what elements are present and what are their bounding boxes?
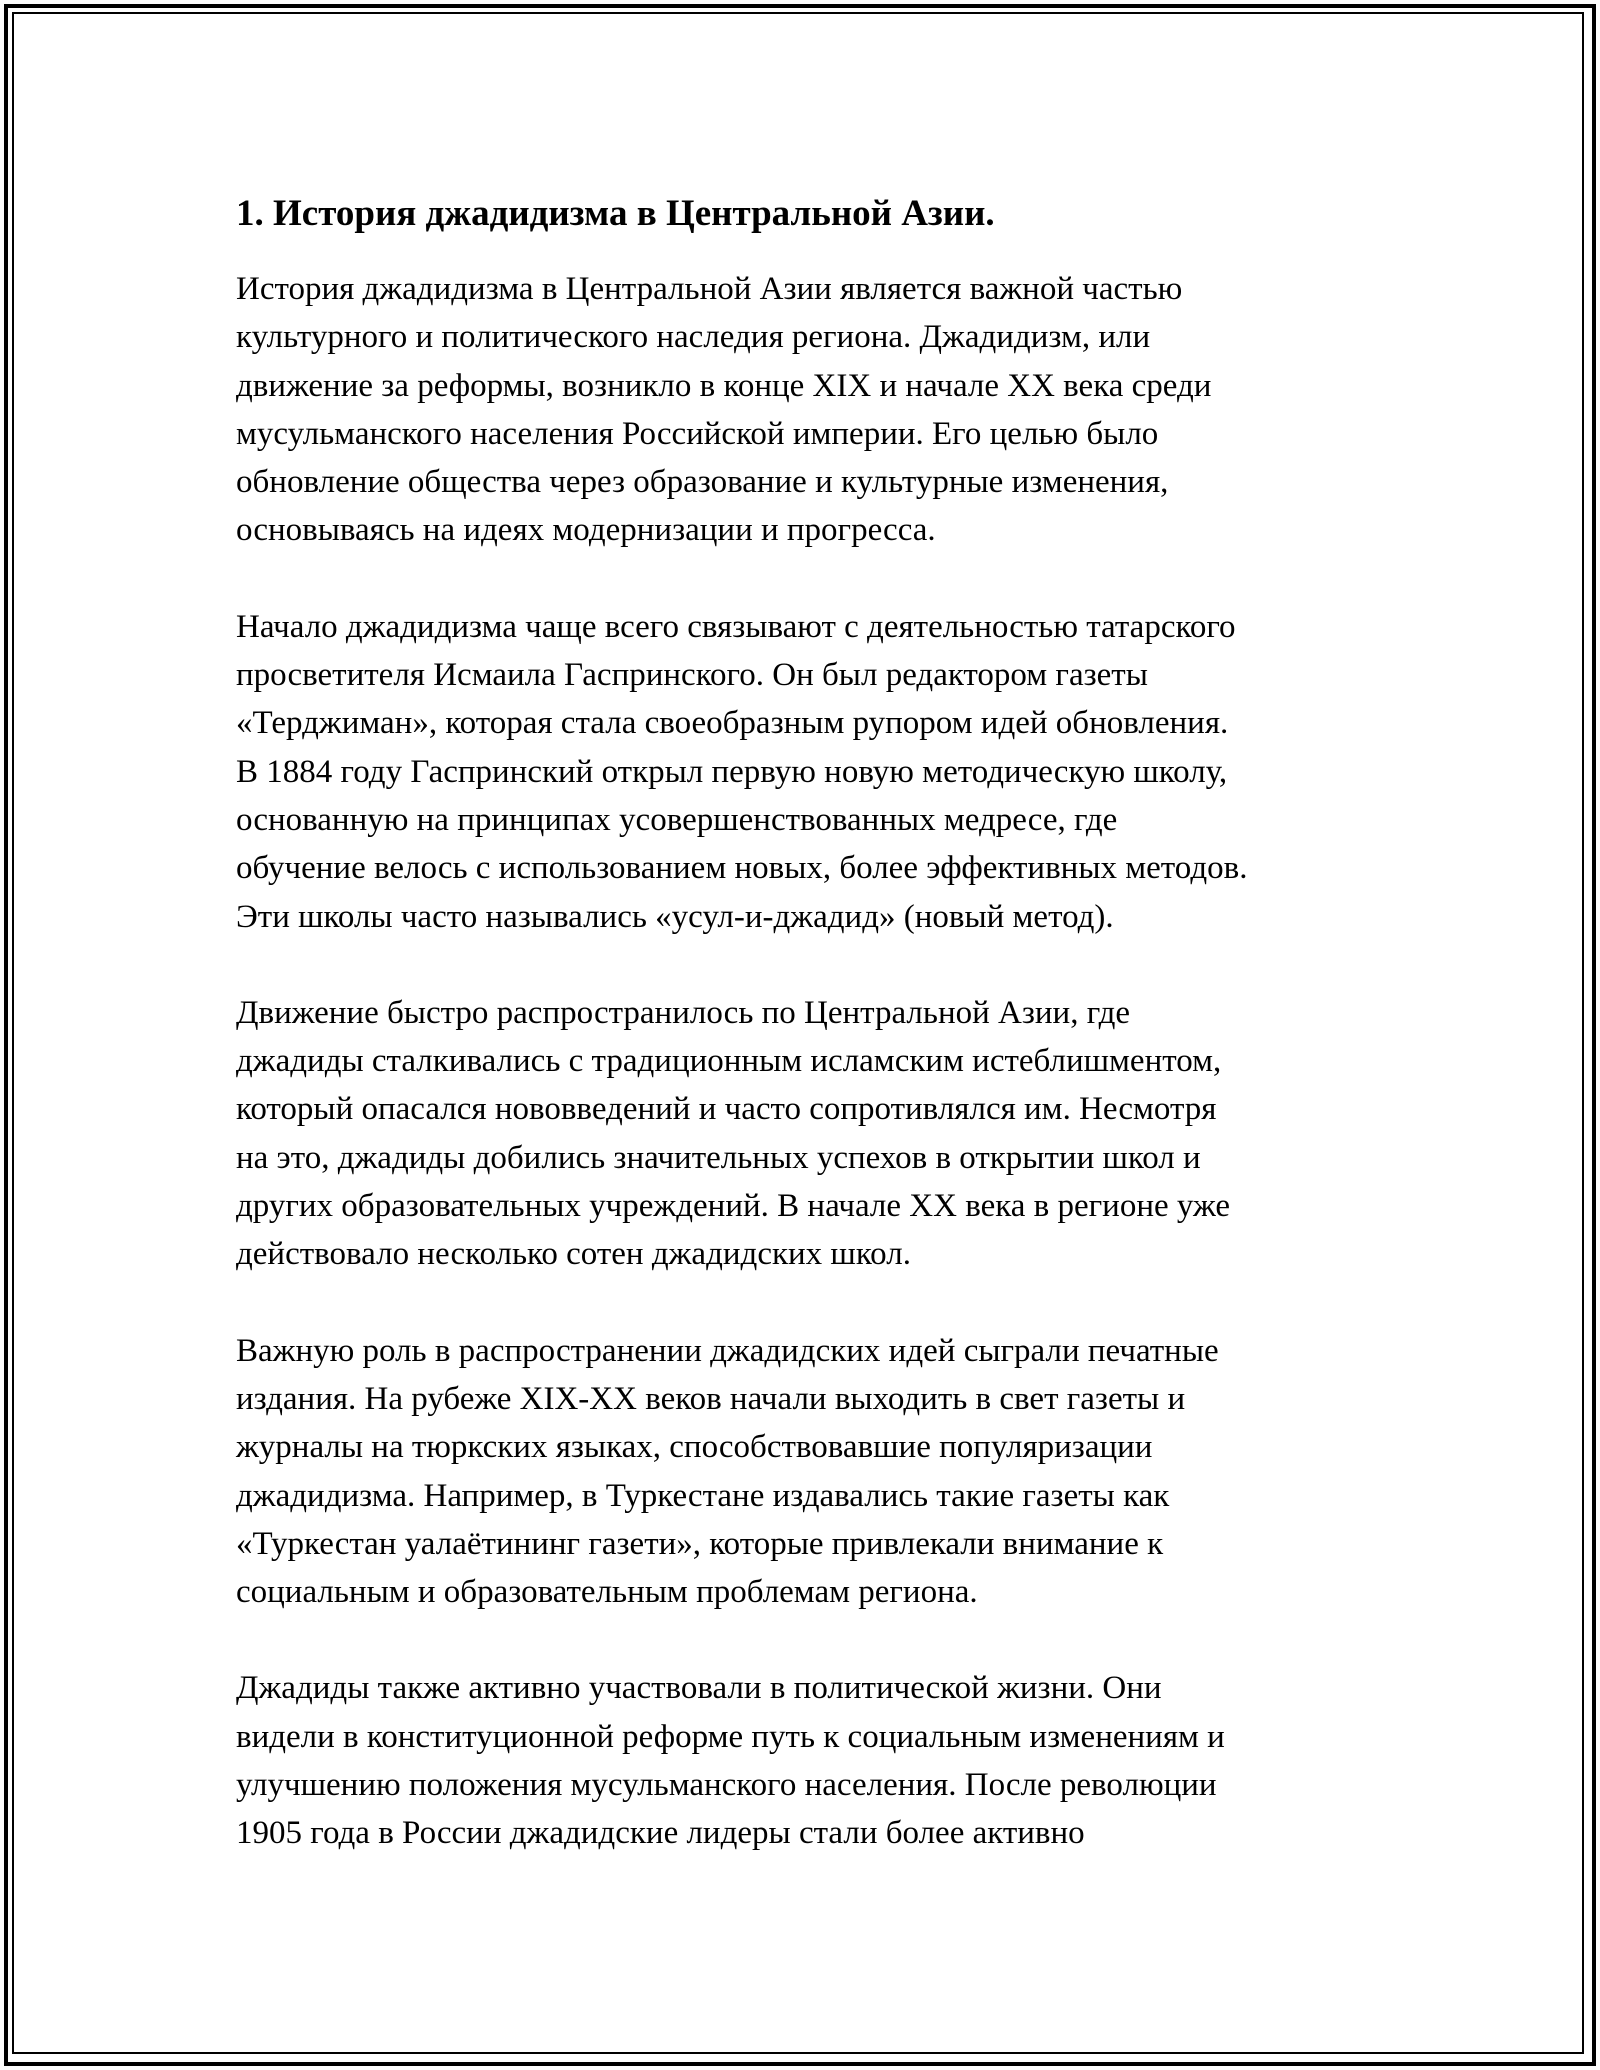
text-line: издания. На рубеже XIX-XX веков начали выходить в свет газеты и (236, 1380, 1186, 1417)
text-line: других образовательных учреждений. В начале XX века в регионе уже (236, 1188, 1230, 1225)
text-line: 1905 года в России джадидские лидеры стали более активно (236, 1815, 1085, 1852)
text-line: который опасался нововведений и часто сопротивлялся им. Несмотря (236, 1091, 1217, 1128)
text-line: улучшению положения мусульманского населения. После революции (236, 1767, 1217, 1804)
text-line: движение за реформы, возникло в конце XIX и начале XX века среди (236, 367, 1212, 404)
document-body (236, 189, 1396, 1906)
text-line: культурного и политического наследия региона. Джадидизм, или (236, 319, 1151, 356)
text-line: основываясь на идеях модернизации и прогресса. (236, 512, 936, 549)
text-line: обучение велось с использованием новых, более эффективных методов. (236, 850, 1248, 887)
text-line: Важную роль в распространении джадидских идей сыграли печатные (236, 1332, 1219, 1369)
text-line: социальным и образовательным проблемам региона. (236, 1574, 978, 1611)
paragraph-1 (236, 265, 1396, 555)
section-heading: 1. История джадидизма в Центральной Азии. (236, 193, 995, 234)
text-line: основанную на принципах усовершенствованных медресе, где (236, 801, 1118, 838)
text-line: мусульманского населения Российской империи. Его целью было (236, 415, 1159, 452)
text-line: действовало несколько сотен джадидских школ. (236, 1236, 911, 1273)
paragraph-2 (236, 603, 1396, 941)
text-line: обновление общества через образование и культурные изменения, (236, 464, 1169, 501)
text-line: «Туркестан уалаётининг газети», которые привлекали внимание к (236, 1525, 1164, 1562)
text-line: История джадидизма в Центральной Азии является важной частью (236, 271, 1183, 307)
text-line: видели в конституционной реформе путь к социальным изменениям и (236, 1718, 1225, 1755)
text-line: журналы на тюркских языках, способствовавшие популяризации (236, 1429, 1153, 1466)
text-line: джадидизма. Например, в Туркестане издавались такие газеты как (236, 1477, 1170, 1514)
text-line: джадиды сталкивались с традиционным исламским истеблишментом, (236, 1043, 1222, 1080)
paragraph-4 (236, 1327, 1396, 1617)
text-line: «Терджиман», которая стала своеобразным рупором идей обновления. (236, 705, 1229, 742)
text-line: Джадиды также активно участвовали в политической жизни. Они (236, 1670, 1162, 1707)
text-line: В 1884 году Гаспринский открыл первую новую методическую школу, (236, 753, 1228, 790)
paragraph-3 (236, 989, 1396, 1279)
paragraph-5 (236, 1664, 1396, 1857)
text-line: Начало джадидизма чаще всего связывают с деятельностью татарского (236, 608, 1236, 645)
text-line: просветителя Исмаила Гаспринского. Он был редактором газеты (236, 657, 1148, 694)
text-line: Эти школы часто назывались «усул-и-джадид» (новый метод). (236, 898, 1114, 935)
text-line: на это, джадиды добились значительных успехов в открытии школ и (236, 1139, 1201, 1176)
text-line: Движение быстро распространилось по Центральной Азии, где (236, 994, 1131, 1031)
